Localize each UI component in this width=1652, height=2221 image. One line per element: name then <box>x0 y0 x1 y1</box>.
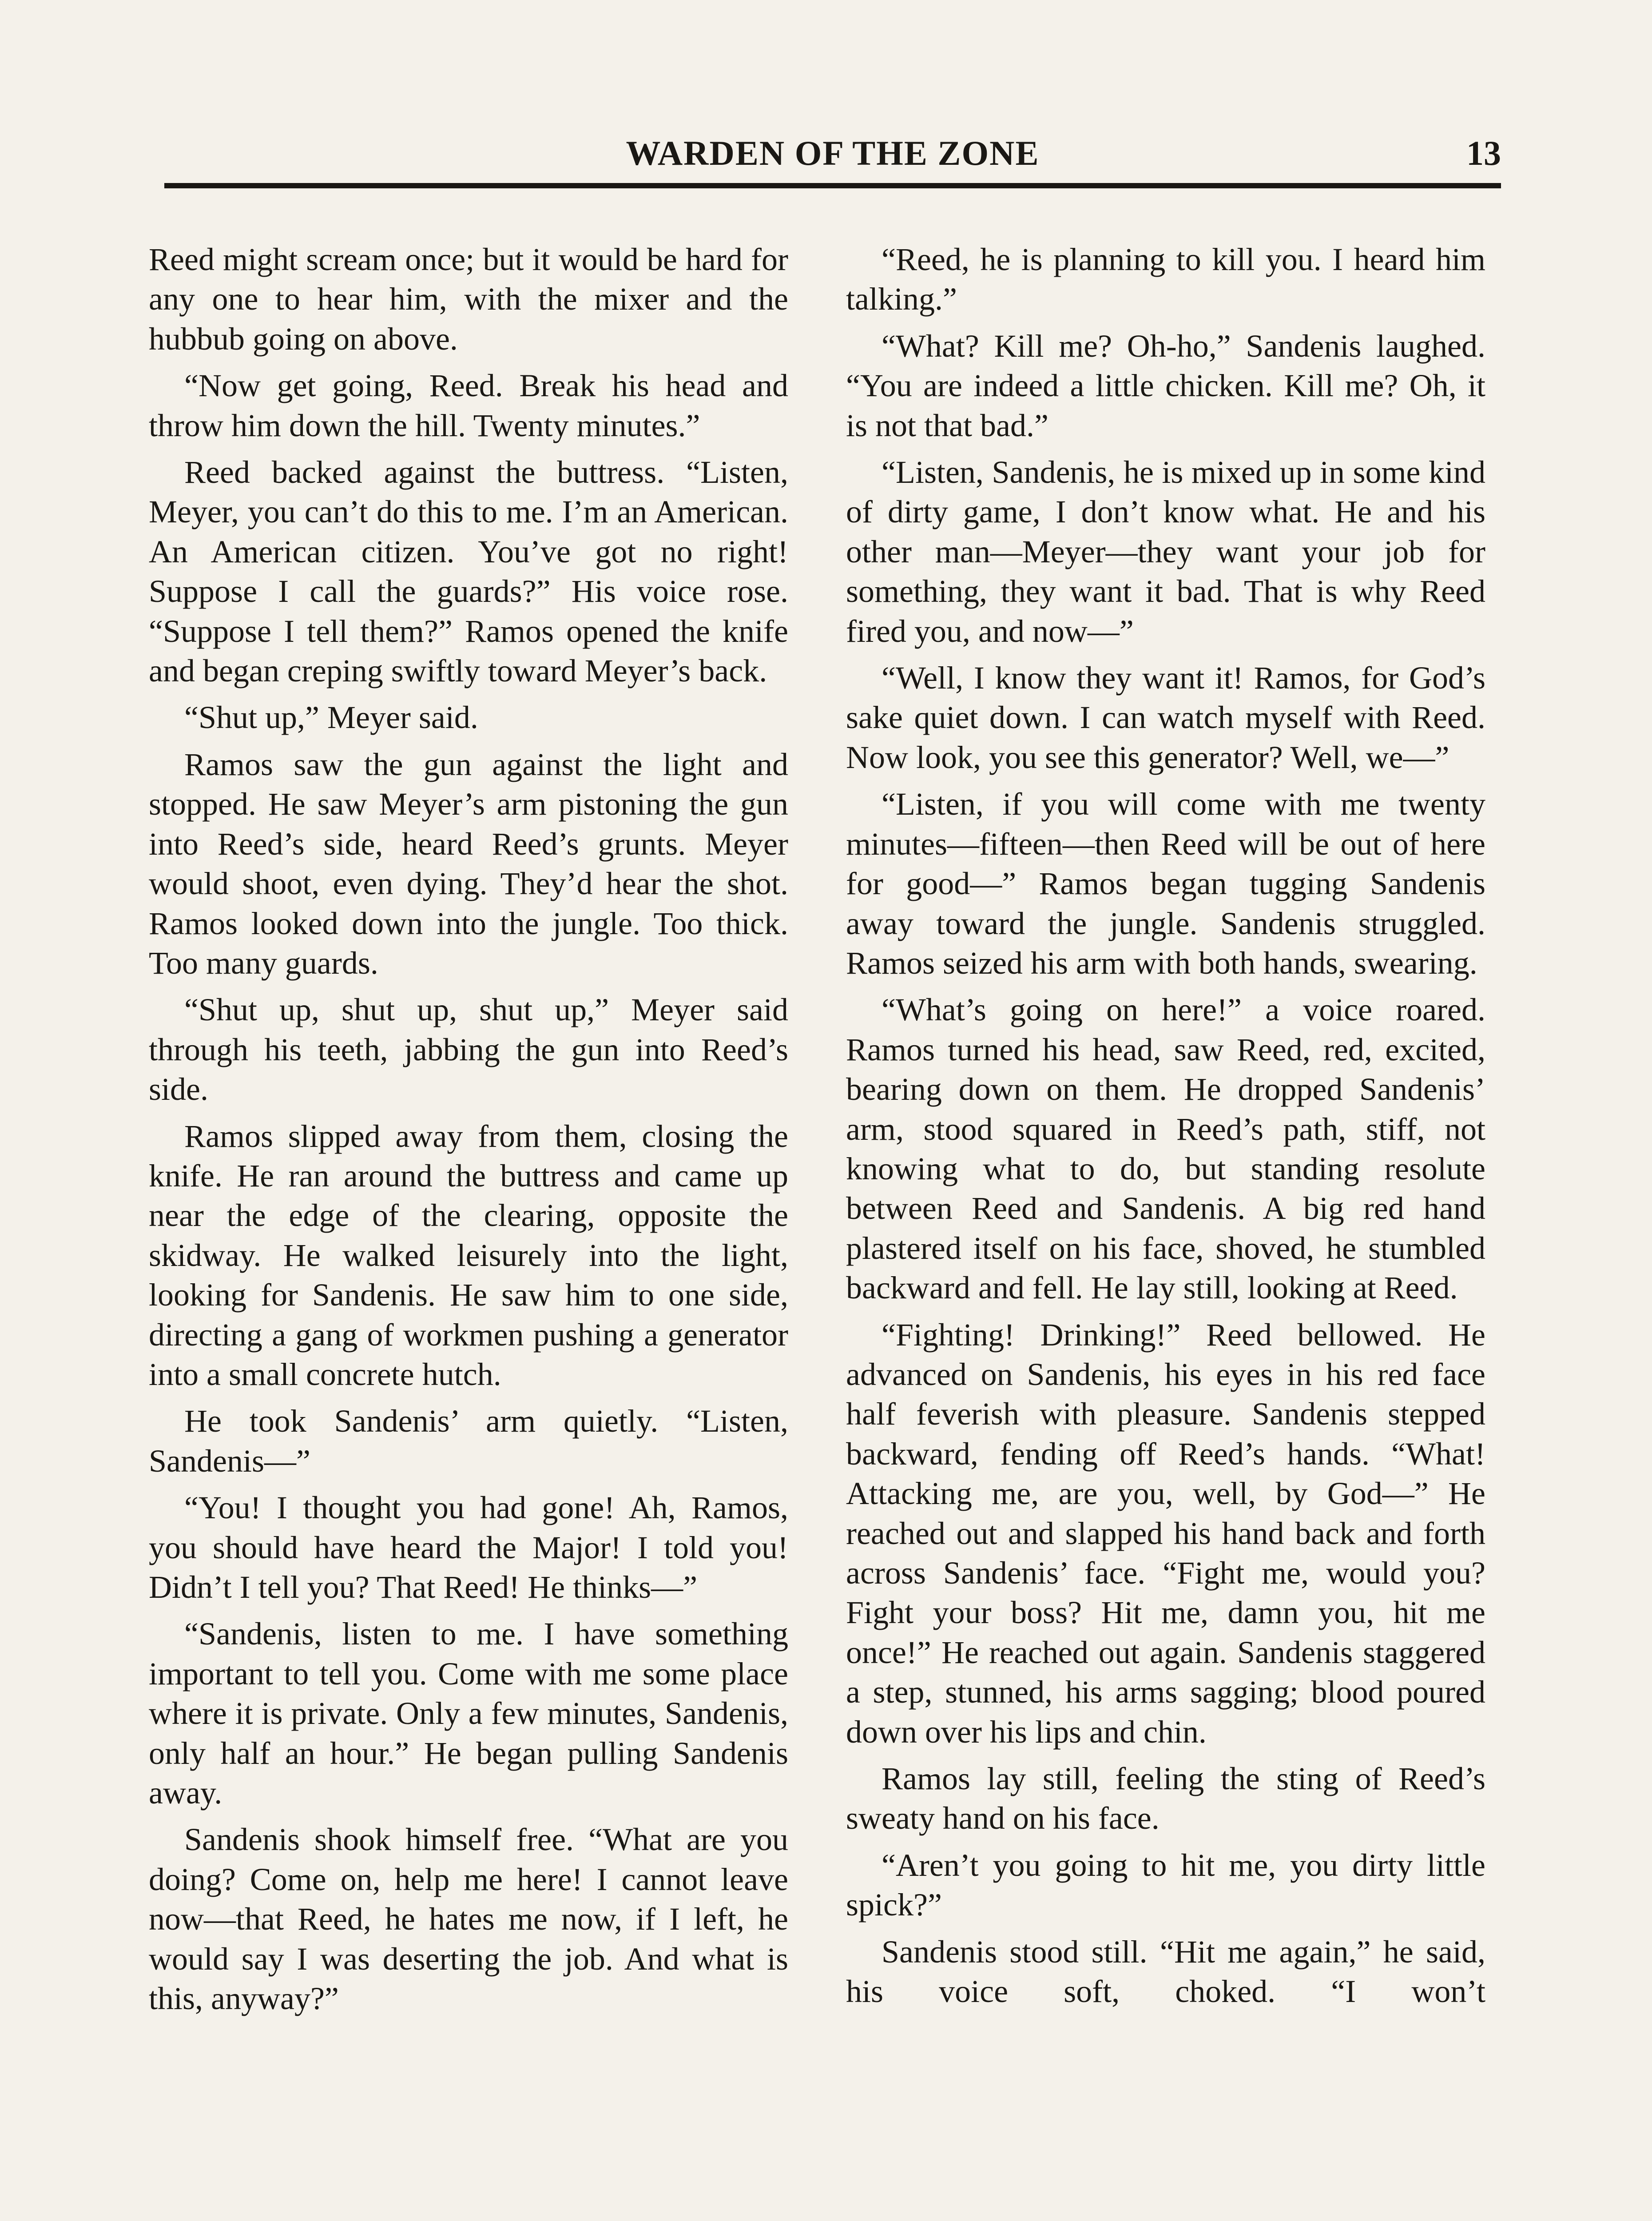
paragraph: Reed might scream once; but it would be hard for any one to hear him, with the mixer and the hubbub going on above. <box>149 242 788 357</box>
paragraph: Reed backed against the buttress. “Listen, Meyer, you can’t do this to me. I’m an American. An American citizen. You’ve got no right! Suppose I call the guards?” His voice rose. “Suppose I tell them?” Ramos opened the knife and began creping swiftly toward Meyer’s back. <box>149 454 788 689</box>
header-rule <box>164 183 1501 188</box>
paragraph: “What? Kill me? Oh-ho,” Sandenis laughed. “You are indeed a little chicken. Kill me? Oh, it is not that bad.” <box>846 328 1485 443</box>
paragraph: “Now get going, Reed. Break his head and throw him down the hill. Twenty minutes.” <box>149 368 788 443</box>
paragraph: Sandenis stood still. “Hit me again,” he said, his voice soft, choked. “I won’t <box>846 1934 1485 2010</box>
paragraph: “Listen, Sandenis, he is mixed up in some kind of dirty game, I don’t know what. He and his other man—Meyer—they want your job for something, they want it bad. That is why Reed fired you, and now—” <box>846 454 1485 649</box>
page-header <box>164 131 1501 184</box>
paragraph: “Fighting! Drinking!” Reed bellowed. He advanced on Sandenis, his eyes in his red face half feverish with pleasure. Sandenis stepped backward, fending off Reed’s hands. “What! Attacking me, are you, well, by God—” He reached out and slapped his hand back and forth across Sandenis’ face. “Fight me, would you? Fight your boss? Hit me, damn you, hit me once!” He reached out again. Sandenis staggered a step, stunned, his arms sagging; blood poured down over his lips and chin. <box>846 1317 1485 1750</box>
paragraph: Sandenis shook himself free. “What are you doing? Come on, help me here! I cannot leave now—that Reed, he hates me now, if I left, he would say I was deserting the job. And what is this, anyway?” <box>149 1822 788 2017</box>
paragraph: Ramos slipped away from them, closing the knife. He ran around the buttress and came up near the edge of the clearing, opposite the skidway. He walked leisurely into the light, looking for Sandenis. He saw him to one side, directing a gang of workmen pushing a generator into a small concrete hutch. <box>149 1118 788 1392</box>
right-column <box>846 240 1485 2018</box>
running-title: WARDEN OF THE ZONE <box>626 134 1040 172</box>
paragraph: “What’s going on here!” a voice roared. Ramos turned his head, saw Reed, red, excited, bearing down on them. He dropped Sandenis’ arm, stood squared in Reed’s path, stiff, not knowing what to do, but standing resolute between Reed and Sandenis. A big red hand plastered itself on his face, shoved, he stumbled backward and fell. He lay still, looking at Reed. <box>846 992 1485 1306</box>
page-number: 13 <box>1466 134 1501 172</box>
paragraph: “Reed, he is planning to kill you. I heard him talking.” <box>846 242 1485 317</box>
paragraph: “Shut up,” Meyer said. <box>184 700 478 736</box>
paragraph: “You! I thought you had gone! Ah, Ramos, you should have heard the Major! I told you! Didn’t I tell you? That Reed! He thinks—” <box>149 1490 788 1605</box>
paragraph: “Aren’t you going to hit me, you dirty little spick?” <box>846 1847 1485 1923</box>
paragraph: “Shut up, shut up, shut up,” Meyer said through his teeth, jabbing the gun into Reed’s side. <box>149 992 788 1107</box>
paragraph: “Well, I know they want it! Ramos, for God’s sake quiet down. I can watch myself with Reed. Now look, you see this generator? Well, we—” <box>846 660 1485 775</box>
paragraph: “Sandenis, listen to me. I have something important to tell you. Come with me some place where it is private. Only a few minutes, Sandenis, only half an hour.” He began pulling Sandenis away. <box>149 1616 788 1811</box>
paragraph: Ramos saw the gun against the light and stopped. He saw Meyer’s arm pistoning the gun into Reed’s side, heard Reed’s grunts. Meyer would shoot, even dying. They’d hear the shot. Ramos looked down into the jungle. Too thick. Too many guards. <box>149 746 788 981</box>
paragraph: He took Sandenis’ arm quietly. “Listen, Sandenis—” <box>149 1403 788 1479</box>
paragraph: Ramos lay still, feeling the sting of Reed’s sweaty hand on his face. <box>846 1761 1485 1836</box>
left-column <box>149 240 788 2026</box>
paragraph: “Listen, if you will come with me twenty minutes—fifteen—then Reed will be out of here for good—” Ramos began tugging Sandenis away toward the jungle. Sandenis struggled. Ramos seized his arm with both hands, swearing. <box>846 786 1485 981</box>
